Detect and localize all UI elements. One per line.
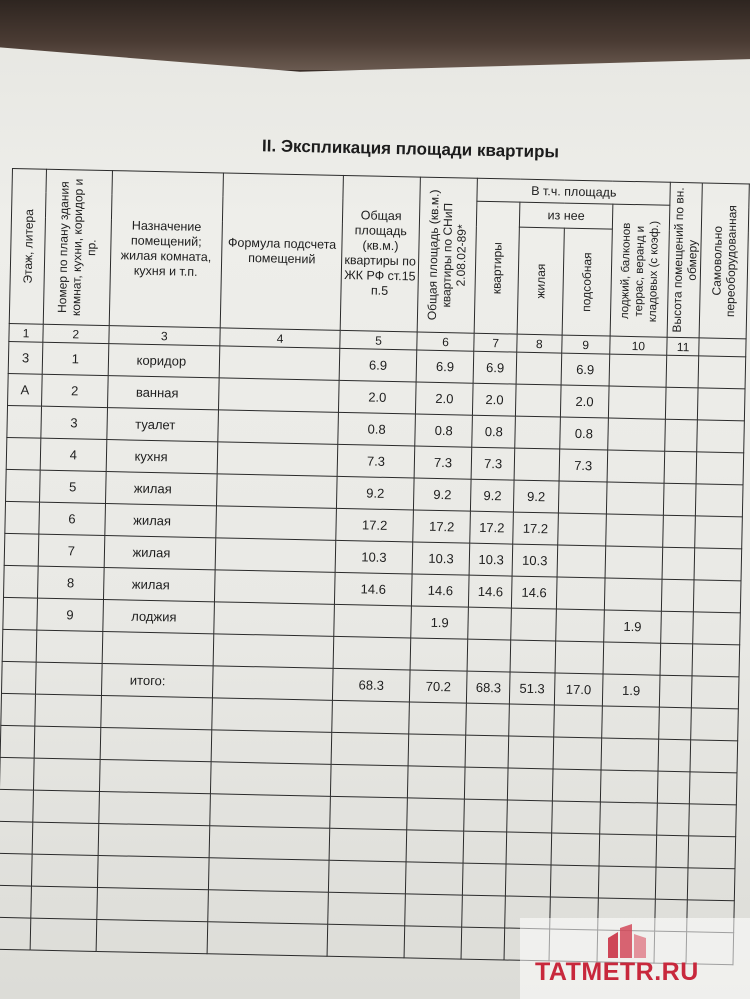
cell-unauthorized bbox=[698, 388, 745, 421]
cell-living bbox=[514, 448, 559, 481]
cell-purpose: ванная bbox=[107, 376, 219, 410]
cell-living: 14.6 bbox=[512, 576, 557, 609]
cell-apartment: 0.8 bbox=[472, 415, 515, 448]
cell-floor bbox=[2, 629, 37, 662]
cell-auxiliary bbox=[556, 577, 605, 610]
header-loggias: лоджий, балконов террас, веранд и кладовых (с коэф.) bbox=[610, 204, 670, 337]
cell-area-zhk: 0.8 bbox=[338, 412, 415, 446]
cell-plan-number bbox=[33, 790, 99, 823]
cell-purpose: жилая bbox=[104, 504, 216, 538]
cell-height bbox=[661, 579, 694, 612]
header-height: Высота помещений по вн. обмеру bbox=[667, 182, 703, 338]
cell-area-snip bbox=[405, 894, 463, 927]
cell-area-zhk bbox=[333, 636, 410, 670]
cell-height bbox=[659, 675, 692, 708]
cell-formula bbox=[207, 922, 328, 957]
cell-purpose: туалет bbox=[106, 408, 218, 442]
header-apartment: квартиры bbox=[475, 201, 520, 334]
cell-plan-number: 7 bbox=[38, 534, 104, 567]
cell-loggias bbox=[598, 866, 656, 899]
cell-formula bbox=[212, 698, 333, 733]
cell-unauthorized bbox=[694, 580, 741, 613]
cell-floor bbox=[0, 885, 32, 918]
cell-apartment: 6.9 bbox=[474, 351, 517, 384]
cell-formula bbox=[214, 602, 335, 637]
cell-plan-number: 6 bbox=[39, 502, 105, 535]
cell-apartment bbox=[463, 863, 506, 896]
watermark-logo-icon bbox=[606, 924, 648, 960]
cell-area-zhk: 68.3 bbox=[333, 668, 410, 702]
cell-formula bbox=[219, 346, 340, 381]
cell-height bbox=[655, 867, 688, 900]
header-auxiliary: подсобная bbox=[562, 228, 612, 336]
cell-apartment bbox=[465, 767, 508, 800]
column-number: 8 bbox=[517, 334, 562, 353]
cell-height bbox=[656, 835, 689, 868]
header-floor: Этаж, литера bbox=[9, 169, 46, 325]
cell-formula bbox=[214, 570, 335, 605]
watermark-text: TATMETR.RU bbox=[535, 958, 699, 986]
cell-apartment bbox=[465, 735, 508, 768]
cell-apartment: 14.6 bbox=[469, 575, 512, 608]
cell-plan-number bbox=[32, 822, 98, 855]
cell-unauthorized bbox=[692, 676, 739, 709]
cell-area-snip: 0.8 bbox=[415, 414, 473, 447]
cell-floor bbox=[0, 821, 33, 854]
cell-loggias bbox=[600, 770, 658, 803]
cell-area-snip bbox=[409, 702, 467, 735]
cell-auxiliary bbox=[557, 545, 606, 578]
header-living: жилая bbox=[517, 227, 564, 335]
cell-unauthorized bbox=[690, 772, 737, 805]
cell-floor bbox=[0, 725, 35, 758]
column-number: 11 bbox=[667, 337, 700, 356]
cell-auxiliary: 2.0 bbox=[560, 385, 609, 418]
cell-area-zhk bbox=[327, 924, 404, 958]
cell-area-snip: 7.3 bbox=[414, 446, 472, 479]
column-number: 4 bbox=[220, 328, 341, 349]
cell-auxiliary bbox=[553, 737, 602, 770]
cell-auxiliary bbox=[551, 833, 600, 866]
cell-floor bbox=[4, 533, 39, 566]
cell-area-zhk bbox=[329, 828, 406, 862]
cell-area-zhk: 9.2 bbox=[337, 476, 414, 510]
cell-unauthorized bbox=[688, 836, 735, 869]
cell-loggias: 1.9 bbox=[604, 610, 662, 643]
cell-loggias bbox=[603, 642, 661, 675]
cell-plan-number bbox=[36, 662, 102, 695]
cell-plan-number bbox=[31, 886, 97, 919]
cell-living: 10.3 bbox=[512, 544, 557, 577]
cell-unauthorized bbox=[697, 420, 744, 453]
cell-height bbox=[658, 739, 691, 772]
cell-living bbox=[510, 640, 555, 673]
cell-unauthorized bbox=[692, 644, 739, 677]
cell-loggias bbox=[604, 578, 662, 611]
cell-purpose bbox=[100, 695, 212, 729]
cell-formula bbox=[211, 730, 332, 765]
column-number: 1 bbox=[9, 323, 43, 342]
cell-purpose: коридор bbox=[108, 344, 220, 378]
cell-apartment: 7.3 bbox=[471, 447, 514, 480]
cell-auxiliary bbox=[552, 769, 601, 802]
cell-plan-number bbox=[32, 854, 98, 887]
cell-area-snip bbox=[407, 798, 465, 831]
cell-formula bbox=[208, 858, 329, 893]
cell-formula bbox=[209, 826, 330, 861]
cell-purpose bbox=[100, 727, 212, 761]
cell-living: 9.2 bbox=[514, 480, 559, 513]
cell-height bbox=[663, 515, 696, 548]
cell-height bbox=[657, 771, 690, 804]
cell-area-snip: 9.2 bbox=[413, 478, 471, 511]
cell-area-snip bbox=[410, 638, 468, 671]
cell-area-zhk bbox=[330, 796, 407, 830]
cell-loggias: 1.9 bbox=[602, 674, 660, 707]
cell-floor: А bbox=[8, 373, 43, 406]
cell-apartment: 10.3 bbox=[469, 543, 512, 576]
cell-purpose: лоджия bbox=[102, 600, 214, 634]
cell-formula bbox=[217, 442, 338, 477]
cell-area-zhk: 10.3 bbox=[335, 540, 412, 574]
cell-height bbox=[662, 547, 695, 580]
cell-formula bbox=[213, 634, 334, 669]
header-subgroup-of-it: из нее bbox=[519, 202, 612, 229]
cell-area-zhk: 6.9 bbox=[339, 348, 416, 382]
cell-unauthorized bbox=[691, 708, 738, 741]
cell-apartment bbox=[467, 639, 510, 672]
column-number: 3 bbox=[108, 326, 220, 346]
cell-auxiliary: 17.0 bbox=[554, 673, 603, 706]
cell-formula bbox=[212, 666, 333, 701]
cell-living: 51.3 bbox=[509, 672, 554, 705]
cell-unauthorized bbox=[690, 740, 737, 773]
cell-apartment: 68.3 bbox=[467, 671, 510, 704]
cell-formula bbox=[215, 538, 336, 573]
cell-auxiliary bbox=[553, 705, 602, 738]
document-title: II. Экспликация площади квартиры bbox=[261, 136, 560, 162]
cell-plan-number bbox=[36, 630, 102, 663]
cell-loggias bbox=[609, 354, 667, 387]
cell-area-snip bbox=[407, 766, 465, 799]
cell-auxiliary: 7.3 bbox=[559, 449, 608, 482]
cell-formula bbox=[208, 890, 329, 925]
cell-loggias bbox=[605, 546, 663, 579]
cell-auxiliary bbox=[557, 513, 606, 546]
cell-floor bbox=[6, 437, 41, 470]
cell-plan-number bbox=[34, 726, 100, 759]
column-number: 2 bbox=[43, 324, 109, 343]
cell-floor bbox=[7, 405, 42, 438]
cell-purpose bbox=[96, 919, 208, 953]
cell-loggias bbox=[608, 386, 666, 419]
cell-loggias bbox=[600, 802, 658, 835]
cell-apartment bbox=[468, 607, 511, 640]
cell-area-zhk: 17.2 bbox=[336, 508, 413, 542]
cell-auxiliary bbox=[550, 865, 599, 898]
cell-auxiliary bbox=[551, 801, 600, 834]
cell-area-snip: 17.2 bbox=[413, 510, 471, 543]
cell-living bbox=[507, 800, 552, 833]
cell-auxiliary bbox=[558, 481, 607, 514]
cell-purpose bbox=[98, 823, 210, 857]
cell-floor bbox=[5, 501, 40, 534]
cell-purpose: жилая bbox=[105, 472, 217, 506]
cell-plan-number: 1 bbox=[42, 342, 108, 375]
cell-living bbox=[507, 768, 552, 801]
cell-auxiliary bbox=[555, 609, 604, 642]
cell-loggias bbox=[602, 706, 660, 739]
cell-loggias bbox=[607, 450, 665, 483]
cell-area-zhk: 14.6 bbox=[335, 572, 412, 606]
cell-formula bbox=[218, 378, 339, 413]
cell-apartment: 2.0 bbox=[473, 383, 516, 416]
cell-purpose: итого: bbox=[101, 663, 213, 697]
cell-living bbox=[516, 384, 561, 417]
column-number: 7 bbox=[474, 333, 517, 352]
cell-living bbox=[505, 864, 550, 897]
cell-living bbox=[508, 736, 553, 769]
cell-unauthorized bbox=[693, 612, 740, 645]
cell-height bbox=[665, 387, 698, 420]
cell-apartment bbox=[462, 895, 505, 928]
cell-purpose bbox=[98, 791, 210, 825]
header-plan-number: Номер по плану здания комнат, кухни, коридор и пр. bbox=[43, 169, 112, 325]
cell-auxiliary: 0.8 bbox=[559, 417, 608, 450]
cell-apartment: 9.2 bbox=[471, 479, 514, 512]
header-area-zhk: Общая площадь (кв.м.) квартиры по ЖК РФ ст.15 п.5 bbox=[340, 175, 420, 332]
cell-formula bbox=[216, 474, 337, 509]
cell-loggias bbox=[608, 418, 666, 451]
cell-floor bbox=[0, 789, 34, 822]
cell-plan-number: 9 bbox=[37, 598, 103, 631]
cell-area-snip: 10.3 bbox=[412, 542, 470, 575]
cell-area-snip bbox=[405, 862, 463, 895]
cell-area-zhk: 7.3 bbox=[337, 444, 414, 478]
cell-height bbox=[657, 803, 690, 836]
cell-purpose bbox=[99, 759, 211, 793]
header-group-incl: В т.ч. площадь bbox=[477, 178, 670, 205]
cell-plan-number: 3 bbox=[41, 406, 107, 439]
cell-formula bbox=[216, 506, 337, 541]
cell-purpose: жилая bbox=[104, 536, 216, 570]
cell-loggias bbox=[606, 482, 664, 515]
cell-floor bbox=[3, 597, 38, 630]
cell-purpose: жилая bbox=[103, 568, 215, 602]
cell-height bbox=[665, 419, 698, 452]
cell-plan-number: 2 bbox=[42, 374, 108, 407]
cell-plan-number bbox=[30, 918, 96, 951]
explication-table bbox=[0, 168, 750, 965]
header-area-snip: Общая площадь (кв.м.) квартиры по СНиП 2.08.02-89* bbox=[417, 177, 478, 333]
cell-loggias bbox=[599, 834, 657, 867]
cell-purpose bbox=[96, 887, 208, 921]
cell-floor bbox=[0, 853, 32, 886]
cell-purpose bbox=[102, 631, 214, 665]
cell-floor bbox=[6, 469, 41, 502]
cell-height bbox=[663, 483, 696, 516]
cell-area-zhk bbox=[328, 892, 405, 926]
cell-unauthorized bbox=[698, 356, 745, 389]
cell-plan-number bbox=[34, 758, 100, 791]
cell-area-zhk bbox=[331, 764, 408, 798]
cell-living bbox=[515, 416, 560, 449]
cell-formula bbox=[218, 410, 339, 445]
cell-apartment: 17.2 bbox=[470, 511, 513, 544]
cell-floor bbox=[0, 917, 31, 950]
cell-loggias bbox=[601, 738, 659, 771]
cell-height bbox=[664, 451, 697, 484]
cell-apartment bbox=[463, 831, 506, 864]
cell-floor bbox=[0, 757, 34, 790]
cell-unauthorized bbox=[695, 516, 742, 549]
cell-apartment bbox=[464, 799, 507, 832]
cell-living bbox=[506, 832, 551, 865]
cell-loggias bbox=[606, 514, 664, 547]
column-number: 5 bbox=[340, 330, 417, 350]
header-purpose: Назначение помещений; жилая комната, кухня и т.п. bbox=[109, 171, 224, 328]
cell-unauthorized bbox=[696, 452, 743, 485]
header-unauthorized: Самовольно переоборудованная bbox=[700, 183, 750, 339]
cell-living bbox=[509, 704, 554, 737]
cell-height bbox=[661, 611, 694, 644]
cell-area-zhk bbox=[331, 732, 408, 766]
cell-unauthorized bbox=[696, 484, 743, 517]
cell-unauthorized bbox=[694, 548, 741, 581]
cell-auxiliary: 6.9 bbox=[561, 353, 610, 386]
cell-purpose bbox=[97, 855, 209, 889]
cell-formula bbox=[210, 762, 331, 797]
cell-apartment bbox=[466, 703, 509, 736]
column-number: 6 bbox=[417, 332, 475, 351]
cell-area-snip: 70.2 bbox=[409, 670, 467, 703]
column-number: 9 bbox=[561, 335, 610, 354]
cell-plan-number: 8 bbox=[38, 566, 104, 599]
cell-height bbox=[659, 707, 692, 740]
cell-unauthorized bbox=[689, 804, 736, 837]
cell-auxiliary bbox=[555, 641, 604, 674]
cell-height bbox=[660, 643, 693, 676]
cell-area-snip: 1.9 bbox=[411, 606, 469, 639]
cell-formula bbox=[210, 794, 331, 829]
cell-floor bbox=[1, 661, 36, 694]
column-number: 10 bbox=[610, 336, 667, 355]
cell-floor bbox=[1, 693, 36, 726]
cell-area-snip: 6.9 bbox=[416, 350, 474, 383]
cell-living bbox=[516, 352, 561, 385]
cell-area-snip: 14.6 bbox=[411, 574, 469, 607]
cell-purpose: кухня bbox=[106, 440, 218, 474]
cell-area-zhk: 2.0 bbox=[339, 380, 416, 414]
cell-floor bbox=[4, 565, 39, 598]
cell-living bbox=[511, 608, 556, 641]
cell-area-snip: 2.0 bbox=[415, 382, 473, 415]
cell-unauthorized bbox=[688, 868, 735, 901]
cell-floor: 3 bbox=[8, 341, 43, 374]
cell-plan-number: 4 bbox=[40, 438, 106, 471]
cell-area-snip bbox=[408, 734, 466, 767]
cell-area-snip bbox=[406, 830, 464, 863]
cell-area-zhk bbox=[329, 860, 406, 894]
cell-height bbox=[666, 355, 699, 388]
cell-plan-number: 5 bbox=[40, 470, 106, 503]
cell-area-snip bbox=[404, 926, 462, 959]
header-formula: Формула подсчета помещений bbox=[220, 173, 343, 330]
cell-area-zhk bbox=[332, 700, 409, 734]
cell-apartment bbox=[461, 927, 504, 960]
cell-living: 17.2 bbox=[513, 512, 558, 545]
cell-area-zhk bbox=[334, 604, 411, 638]
cell-plan-number bbox=[35, 694, 101, 727]
column-number bbox=[699, 338, 746, 357]
